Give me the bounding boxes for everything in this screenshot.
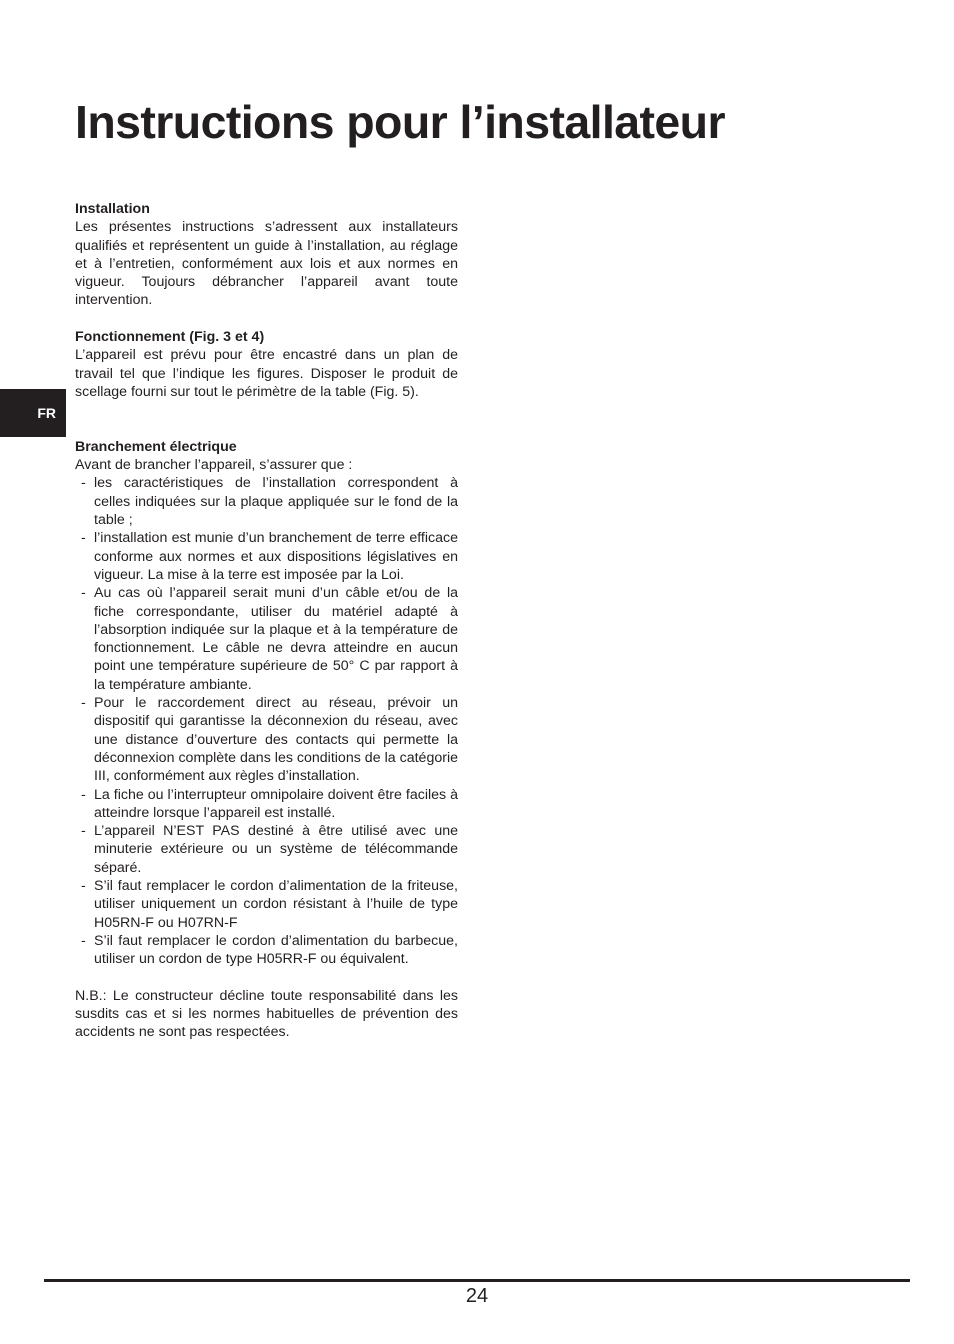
section-fonctionnement	[75, 328, 458, 401]
disclaimer-note: N.B.: Le constructeur décline toute responsabilité dans les susdits cas et si les normes habituelles de prévention des accidents ne sont pas respectées.	[75, 987, 458, 1041]
list-item-text: S’il faut remplacer le cordon d’alimentation du barbecue, utiliser un cordon de type H05RR-F ou équivalent.	[94, 932, 458, 968]
spacer	[75, 968, 458, 986]
list-item-text: Au cas où l’appareil serait muni d’un câble et/ou de la fiche correspondante, utiliser du matériel adapté à l’absorption indiquée sur la plaque et à la température de fonctionnement. Le câble ne devra atteindre en aucun point une température supérieure de 50° C par rapport à la température ambiante.	[94, 585, 458, 693]
section-intro-branchement: Avant de brancher l’appareil, s’assurer que :	[75, 457, 353, 474]
list-item	[75, 584, 458, 694]
list-item-text: L’appareil N’EST PAS destiné à être utilisé avec une minuterie extérieure ou un système de télécommande séparé.	[94, 823, 458, 876]
list-item	[75, 694, 458, 785]
list-item	[75, 786, 458, 823]
section-heading-branchement: Branchement électrique	[75, 438, 237, 455]
dash-marker: -	[81, 786, 86, 803]
list-item-text: Pour le raccordement direct au réseau, prévoir un dispositif qui garantisse la déconnexion du réseau, avec une distance d’ouverture des contacts qui permette la déconnexion complète dans les conditions de la catégorie III, conformément aux règles d’installation.	[94, 695, 458, 785]
dash-marker: -	[81, 695, 86, 712]
language-tab: FR	[0, 389, 66, 437]
section-text-fonctionnement: L’appareil est prévu pour être encastré dans un plan de travail tel que l’indique les figures. Disposer le produit de scellage fourni sur tout le périmètre de la table (Fig. 5).	[75, 347, 458, 400]
dash-marker: -	[81, 823, 86, 840]
section-heading-installation: Installation	[75, 201, 150, 217]
dash-marker: -	[81, 475, 86, 492]
spacer	[75, 310, 458, 328]
list-item-text: les caractéristiques de l’installation correspondent à celles indiquées sur la plaque appliquée sur le fond de la table ;	[94, 475, 458, 529]
dash-marker: -	[81, 932, 86, 949]
text-column	[75, 200, 458, 1042]
list-item	[75, 822, 458, 877]
requirements-list	[75, 474, 458, 968]
page-number: 24	[465, 1285, 489, 1307]
section-text-installation: Les présentes instructions s’adressent aux installateurs qualifiés et représentent un guide à l’installation, au réglage et à l’entretien, conformément aux lois et aux normes en vigueur. Toujours débrancher l’appareil avant toute intervention.	[75, 219, 458, 309]
list-item	[75, 529, 458, 584]
section-installation	[75, 200, 458, 310]
section-branchement	[75, 438, 458, 1042]
section-heading-fonctionnement: Fonctionnement (Fig. 3 et 4)	[75, 329, 265, 346]
list-item-text: l’installation est munie d’un branchement de terre efficace conforme aux normes et aux dispositions législatives en vigueur. La mise à la terre est imposée par la Loi.	[94, 530, 458, 583]
dash-marker: -	[81, 877, 86, 894]
footer-rule	[44, 1279, 910, 1282]
list-item-text: La fiche ou l’interrupteur omnipolaire doivent être faciles à atteindre lorsque l’appareil est installé.	[94, 786, 458, 821]
page-title: Instructions pour l’installateur	[75, 96, 725, 148]
list-item	[75, 474, 458, 529]
list-item-text: S’il faut remplacer le cordon d’alimentation de la friteuse, utiliser uniquement un cordon résistant à l’huile de type H05RN-F ou H07RN-F	[94, 877, 458, 931]
list-item	[75, 932, 458, 969]
spacer	[75, 401, 458, 438]
dash-marker: -	[81, 530, 86, 547]
dash-marker: -	[81, 585, 86, 602]
list-item	[75, 877, 458, 932]
